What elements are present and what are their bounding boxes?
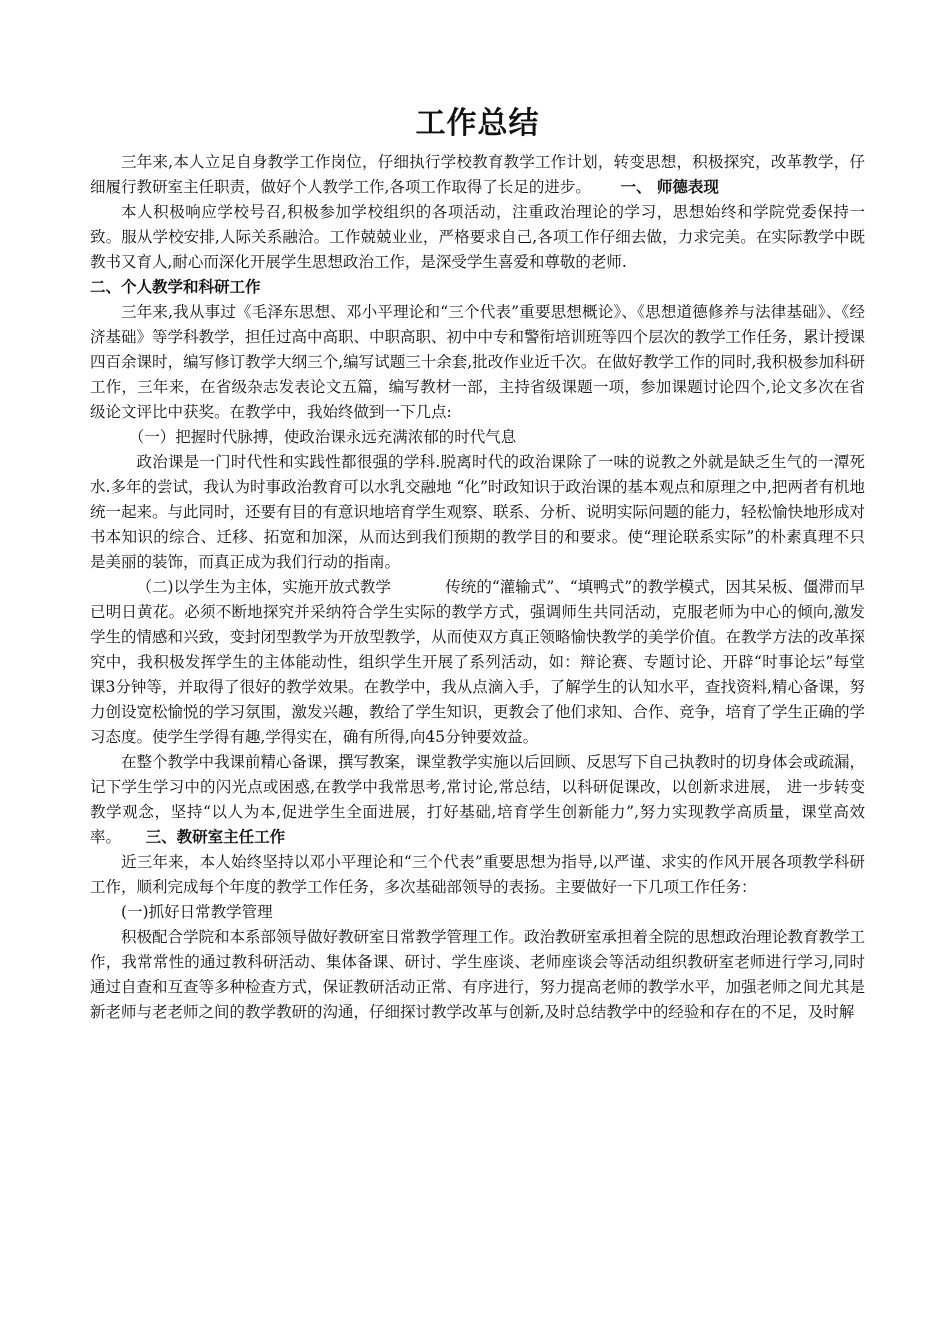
section-1-heading: 一、 师德表现: [620, 178, 719, 196]
overall-text: 在整个教学中我课前精心备课，撰写教案，课堂教学实施以后回顾、反思写下自己执教时的切身体会或疏漏，记下学生学习中的闪光点或困惑,在教学中我常思考,常讨论,常总结，以科研促课改，以创新求进展， 进一步转变教学观念，坚持“以人为本,促进学生全面进展，打好基础,培育学生创新能力”,努力实现教学高质量，课堂高效率。: [90, 753, 866, 846]
section-2-paragraph: 三年来,我从事过《毛泽东思想、邓小平理论和“三个代表”重要思想概论》、《思想道德修养与法律基础》、《经济基础》等学科教学，担任过高中高职、中职高职、初中中专和警衔培训班等四个层次的教学工作任务，累计授课四百余课时，编写修订教学大纲三个,编写试题三十余套,批改作业近千次。在做好教学工作的同时,我积极参加科研工作，三年来，在省级杂志发表论文五篇，编写教材一部，主持省级课题一项，参加课题讨论四个,论文多次在省级论文评比中获奖。在教学中，我始终做到一下几点:: [90, 303, 866, 421]
subsection-2-text: 传统的“灌输式”、“填鸭式”的教学模式，因其呆板、僵滞而早已明日黄花。必须不断地探究并采纳符合学生实际的教学方式，强调师生共同活动，克服老师为中心的倾向,激发学生的情感和兴致，变封闭型教学为开放型教学，从而使双方真正领略愉快教学的美学价值。在教学方法的改革探究中，我积极发挥学生的主体能动性，组织学生开展了系列活动，如：辩论赛、专题讨论、开辟“时事论坛”每堂课3分钟等，并取得了很好的教学效果。在教学中，我从点滴入手，了解学生的认知水平，查找资料,精心备课，努力创设宽松愉悦的学习氛围，激发兴趣，教给了学生知识，更教会了他们求知、合作、竞争，培育了学生正确的学习态度。使学生学得有趣,学得实在，确有所得,向45分钟要效益。: [90, 578, 866, 746]
intro-text: 三年来,本人立足自身教学工作岗位，仔细执行学校教育教学工作计划，转变思想，积极探究，改革教学，仔细履行教研室主任职责，做好个人教学工作,各项工作取得了长足的进步。: [90, 153, 865, 196]
page-title: 工作总结: [415, 106, 540, 141]
subsection-3-heading: (一)抓好日常教学管理: [121, 903, 273, 921]
section-1-paragraph: 本人积极响应学校号召,积极参加学校组织的各项活动，注重政治理论的学习，思想始终和学院党委保持一致。服从学校安排,人际关系融洽。工作兢兢业业，严格要求自己,各项工作仔细去做，力求完美。在实际教学中既教书又育人,耐心而深化开展学生思想政治工作，是深受学生喜爱和尊敬的老师.: [90, 203, 865, 271]
document-page: [90, 100, 865, 1025]
subsection-2-heading: （二)以学生为主体，实施开放式教学: [136, 578, 391, 596]
overall-paragraph: [90, 750, 865, 850]
section-3-paragraph: 近三年来，本人始终坚持以邓小平理论和“三个代表”重要思想为指导,以严谨、求实的作风开展各项教学科研工作，顺利完成每个年度的教学工作任务，多次基础部领导的表扬。主要做好一下几项工作任务：: [90, 853, 865, 896]
subsection-1-heading: （一）把握时代脉搏，使政治课永远充满浓郁的时代气息: [128, 428, 517, 446]
section-2-heading: 二、个人教学和科研工作: [90, 278, 261, 296]
intro-paragraph: [90, 150, 865, 200]
subsection-1-paragraph: 政治课是一门时代性和实践性都很强的学科.脱离时代的政治课除了一味的说教之外就是缺乏生气的一潭死水.多年的尝试，我认为时事政治教育可以水乳交融地 “化”时政知识于政治课的基本观点和原理之中,把两者有机地统一起来。与此同时，还要有目的有意识地培育学生观察、联系、分析、说明实际问题的能力，轻松愉快地形成对书本知识的综合、迁移、拓宽和加深，从而达到我们预期的教学目的和要求。使“理论联系实际”的朴素真理不只是美丽的装饰，而真正成为我们行动的指南。: [90, 453, 866, 571]
subsection-3-paragraph: 积极配合学院和本系部领导做好教研室日常教学管理工作。政治教研室承担着全院的思想政治理论教育教学工作，我常常性的通过教科研活动、集体备课、研讨、学生座谈、老师座谈会等活动组织教研室老师进行学习,同时通过自查和互查等多种检查方式，保证教研活动正常、有序进行，努力提高老师的教学水平，加强老师之间尤其是新老师与老老师之间的教学教研的沟通，仔细探讨教学改革与创新,及时总结教学中的经验和存在的不足，及时解: [90, 928, 866, 1021]
section-3-heading: 三、教研室主任工作: [145, 828, 286, 846]
subsection-2-paragraph: [90, 575, 865, 750]
